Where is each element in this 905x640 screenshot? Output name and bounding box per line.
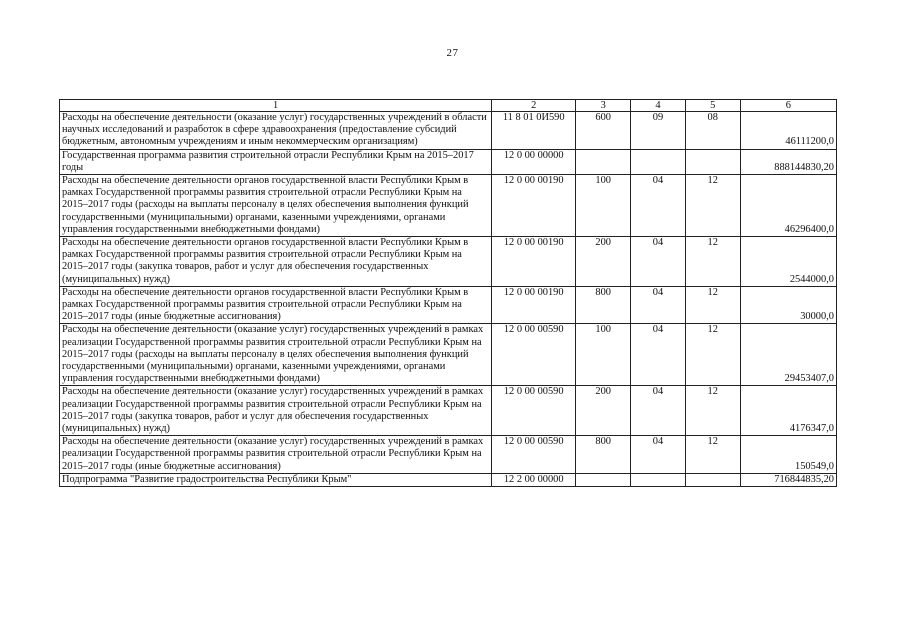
- row-vr: 600: [576, 112, 631, 150]
- row-name: Расходы на обеспечение деятельности (оказание услуг) государственных учреждений в рамках реализации Государственной программы развития строительной отрасли Республики Крым на 2015–2017 годы (закупка товаров, работ и услуг для обеспечения государственных (муниципальных) нужд): [60, 386, 492, 436]
- row-amount: 46296400,0: [740, 175, 836, 237]
- row-rz: 04: [631, 175, 686, 237]
- header-col-3: 3: [576, 100, 631, 112]
- row-pr: 12: [685, 237, 740, 287]
- table-row: [60, 237, 837, 287]
- row-vr: 800: [576, 436, 631, 474]
- row-pr: 12: [685, 324, 740, 386]
- row-name: Расходы на обеспечение деятельности органов государственной власти Республики Крым в рамках Государственной программы развития строительной отрасли Республики Крым на 2015–2017 годы (иные бюджетные ассигнования): [60, 286, 492, 324]
- row-rz: 04: [631, 237, 686, 287]
- row-name: Государственная программа развития строительной отрасли Республики Крым на 2015–2017 годы: [60, 149, 492, 174]
- row-amount: 888144830,20: [740, 149, 836, 174]
- row-pr: 12: [685, 386, 740, 436]
- row-rz: 04: [631, 286, 686, 324]
- row-name: Расходы на обеспечение деятельности органов государственной власти Республики Крым в рамках Государственной программы развития строительной отрасли Республики Крым на 2015–2017 годы (закупка товаров, работ и услуг для обеспечения государственных (муниципальных) нужд): [60, 237, 492, 287]
- row-csr: 12 0 00 00590: [492, 324, 576, 386]
- row-amount: 46111200,0: [740, 112, 836, 150]
- table-row: [60, 149, 837, 174]
- header-col-6: 6: [740, 100, 836, 112]
- row-rz: 04: [631, 436, 686, 474]
- row-csr: 12 2 00 00000: [492, 473, 576, 486]
- row-amount: 716844835,20: [740, 473, 836, 486]
- row-amount: 4176347,0: [740, 386, 836, 436]
- budget-table: [59, 99, 837, 487]
- row-amount: 29453407,0: [740, 324, 836, 386]
- row-rz: 04: [631, 324, 686, 386]
- row-pr: 08: [685, 112, 740, 150]
- row-csr: 12 0 00 00190: [492, 175, 576, 237]
- row-rz: [631, 473, 686, 486]
- table-header-row: [60, 100, 837, 112]
- row-csr: 12 0 00 00190: [492, 286, 576, 324]
- header-col-2: 2: [492, 100, 576, 112]
- row-vr: 100: [576, 324, 631, 386]
- header-col-1: 1: [60, 100, 492, 112]
- row-name: Расходы на обеспечение деятельности (оказание услуг) государственных учреждений в рамках реализации Государственной программы развития строительной отрасли Республики Крым на 2015–2017 годы (иные бюджетные ассигнования): [60, 436, 492, 474]
- row-pr: [685, 473, 740, 486]
- row-rz: 09: [631, 112, 686, 150]
- row-vr: 200: [576, 386, 631, 436]
- table-row: [60, 386, 837, 436]
- table-row: [60, 112, 837, 150]
- row-csr: 12 0 00 00590: [492, 386, 576, 436]
- row-vr: 800: [576, 286, 631, 324]
- row-vr: 100: [576, 175, 631, 237]
- row-rz: [631, 149, 686, 174]
- row-amount: 150549,0: [740, 436, 836, 474]
- table-row: [60, 324, 837, 386]
- table-row: [60, 436, 837, 474]
- header-col-4: 4: [631, 100, 686, 112]
- table-row: [60, 286, 837, 324]
- row-name: Подпрограмма "Развитие градостроительства Республики Крым": [60, 473, 492, 486]
- page-number: 27: [446, 47, 459, 59]
- row-pr: [685, 149, 740, 174]
- row-pr: 12: [685, 286, 740, 324]
- table-row: [60, 175, 837, 237]
- row-csr: 12 0 00 00590: [492, 436, 576, 474]
- row-csr: 12 0 00 00000: [492, 149, 576, 174]
- row-vr: [576, 473, 631, 486]
- row-name: Расходы на обеспечение деятельности органов государственной власти Республики Крым в рамках Государственной программы развития строительной отрасли Республики Крым на 2015–2017 годы (расходы на выплаты персоналу в целях обеспечения выполнения функций государственными (муниципальными) органами, казенными учреждениями, органами управления государственными внебюджетными фондами): [60, 175, 492, 237]
- header-col-5: 5: [685, 100, 740, 112]
- table-row: [60, 473, 837, 486]
- row-csr: 12 0 00 00190: [492, 237, 576, 287]
- row-name: Расходы на обеспечение деятельности (оказание услуг) государственных учреждений в рамках реализации Государственной программы развития строительной отрасли Республики Крым на 2015–2017 годы (расходы на выплаты персоналу в целях обеспечения выполнения функций государственными (муниципальными) органами, казенными учреждениями, органами управления государственными внебюджетными фондами): [60, 324, 492, 386]
- row-pr: 12: [685, 436, 740, 474]
- row-rz: 04: [631, 386, 686, 436]
- row-csr: 11 8 01 0И590: [492, 112, 576, 150]
- row-vr: [576, 149, 631, 174]
- row-amount: 30000,0: [740, 286, 836, 324]
- row-name: Расходы на обеспечение деятельности (оказание услуг) государственных учреждений в области научных исследований и разработок в сфере здравоохранения (предоставление субсидий бюджетным, автономным учреждениям и иным некоммерческим организациям): [60, 112, 492, 150]
- row-pr: 12: [685, 175, 740, 237]
- row-amount: 2544000,0: [740, 237, 836, 287]
- row-vr: 200: [576, 237, 631, 287]
